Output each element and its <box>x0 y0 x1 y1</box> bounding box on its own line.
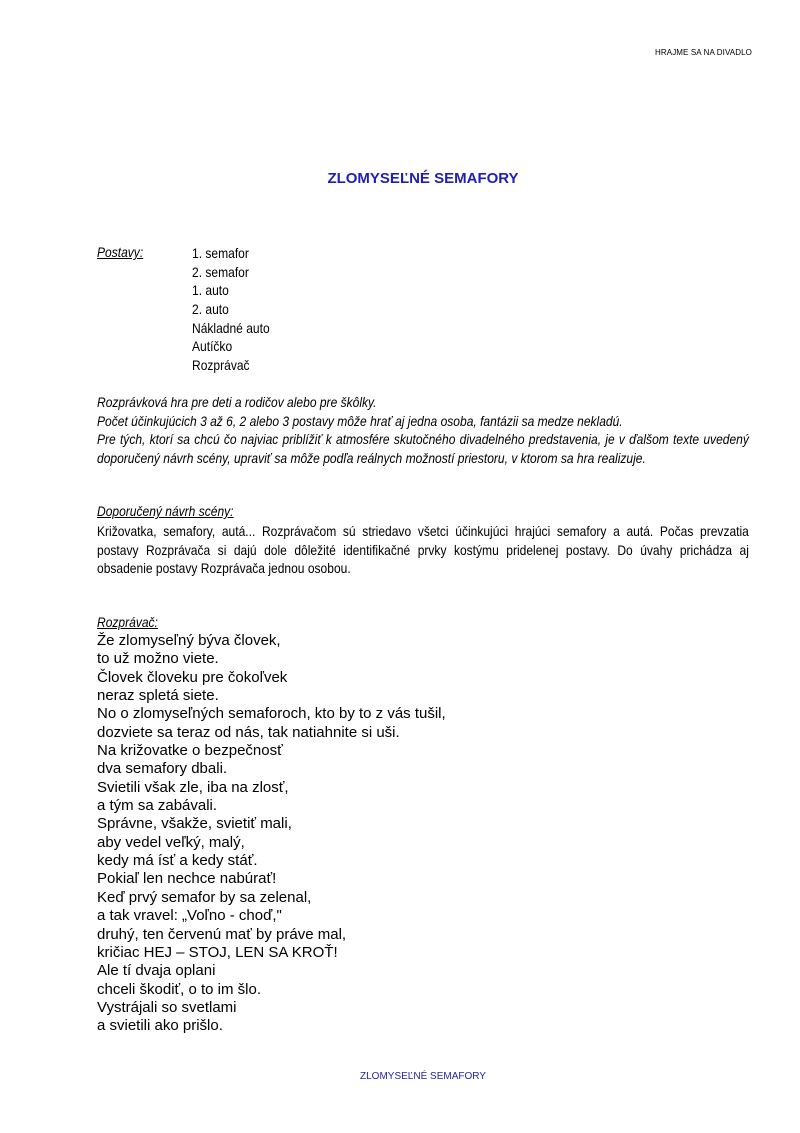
intro-paragraph <box>97 393 749 468</box>
scene-text: Križovatka, semafory, autá... Rozprávačom sú striedavo všetci účinkujúci hrajúci semafory a autá. Počas prevzatia postavy Rozprávača si dajú dole dôležité identifikačné prvky kostýmu pridelenej postavy. Do úvahy prichádza aj obsadenie postavy Rozprávača jednou osobou. <box>97 523 749 577</box>
verse-line: Správne, všakže, svietiť mali, <box>97 815 292 833</box>
intro-line: Pre tých, ktorí sa chcú čo najviac priblížiť k atmosfére skutočného divadelného predstavenia, je v ďalšom texte uvedený doporučený návrh scény, upraviť sa môže podľa reálnych možností priestoru, v ktorom sa hra realizuje. <box>97 431 749 467</box>
verse-line: a tým sa zabávali. <box>97 797 218 815</box>
verse-line: dozviete sa teraz od nás, tak natiahnite si uši. <box>97 723 400 741</box>
page-header: HRAJME SA NA DIVADLO <box>655 48 752 57</box>
narrator-verse <box>97 632 446 1036</box>
verse-line: Človek človeku pre čokoľvek <box>97 668 288 686</box>
verse-line: Ale tí dvaja oplani <box>97 962 216 980</box>
verse-line: Na križovatke o bezpečnosť <box>97 742 283 760</box>
verse-line: neraz spletá siete. <box>97 687 219 705</box>
verse-line: Pokiaľ len nechce nabúrať! <box>97 870 277 888</box>
verse-line: Vystrájali so svetlami <box>97 998 237 1016</box>
verse-line: a svietili ako prišlo. <box>97 1017 223 1035</box>
cast-label: Postavy: <box>97 244 144 260</box>
verse-line: dva semafory dbali. <box>97 760 228 778</box>
narrator-label: Rozprávač: <box>97 614 158 630</box>
page-title: ZLOMYSEĽNÉ SEMAFORY <box>327 170 519 187</box>
cast-item: Autíčko <box>192 338 233 355</box>
scene-description <box>97 522 749 578</box>
verse-line: kedy má ísť a kedy stáť. <box>97 852 258 870</box>
verse-line: chceli škodiť, o to im šlo. <box>97 980 262 998</box>
cast-item: 2. semafor <box>192 263 249 280</box>
cast-item: Rozprávač <box>192 357 250 374</box>
intro-line: Rozprávková hra pre deti a rodičov alebo pre škôlky. <box>97 394 377 410</box>
verse-line: Keď prvý semafor by sa zelenal, <box>97 888 312 906</box>
page-footer: ZLOMYSEĽNÉ SEMAFORY <box>360 1071 486 1082</box>
cast-list <box>192 244 270 375</box>
verse-line: a tak vravel: „Voľno - choď," <box>97 907 282 925</box>
verse-line: No o zlomyseľných semaforoch, kto by to z vás tušil, <box>97 705 446 723</box>
cast-item: 1. semafor <box>192 245 249 261</box>
intro-line: Počet účinkujúcich 3 až 6, 2 alebo 3 postavy môže hrať aj jedna osoba, fantázii sa medze nekladú. <box>97 412 623 429</box>
verse-line: Svietili však zle, iba na zlosť, <box>97 778 289 796</box>
scene-label: Doporučený návrh scény: <box>97 503 234 519</box>
verse-line: Že zlomyseľný býva človek, <box>97 632 281 649</box>
verse-line: druhý, ten červenú mať by práve mal, <box>97 925 347 943</box>
verse-line: kričiac HEJ – STOJ, LEN SA KROŤ! <box>97 943 338 961</box>
cast-item: 1. auto <box>192 282 229 299</box>
cast-item: Nákladné auto <box>192 319 270 336</box>
verse-line: to už možno viete. <box>97 650 219 668</box>
verse-line: aby vedel veľký, malý, <box>97 833 245 851</box>
cast-item: 2. auto <box>192 301 229 318</box>
